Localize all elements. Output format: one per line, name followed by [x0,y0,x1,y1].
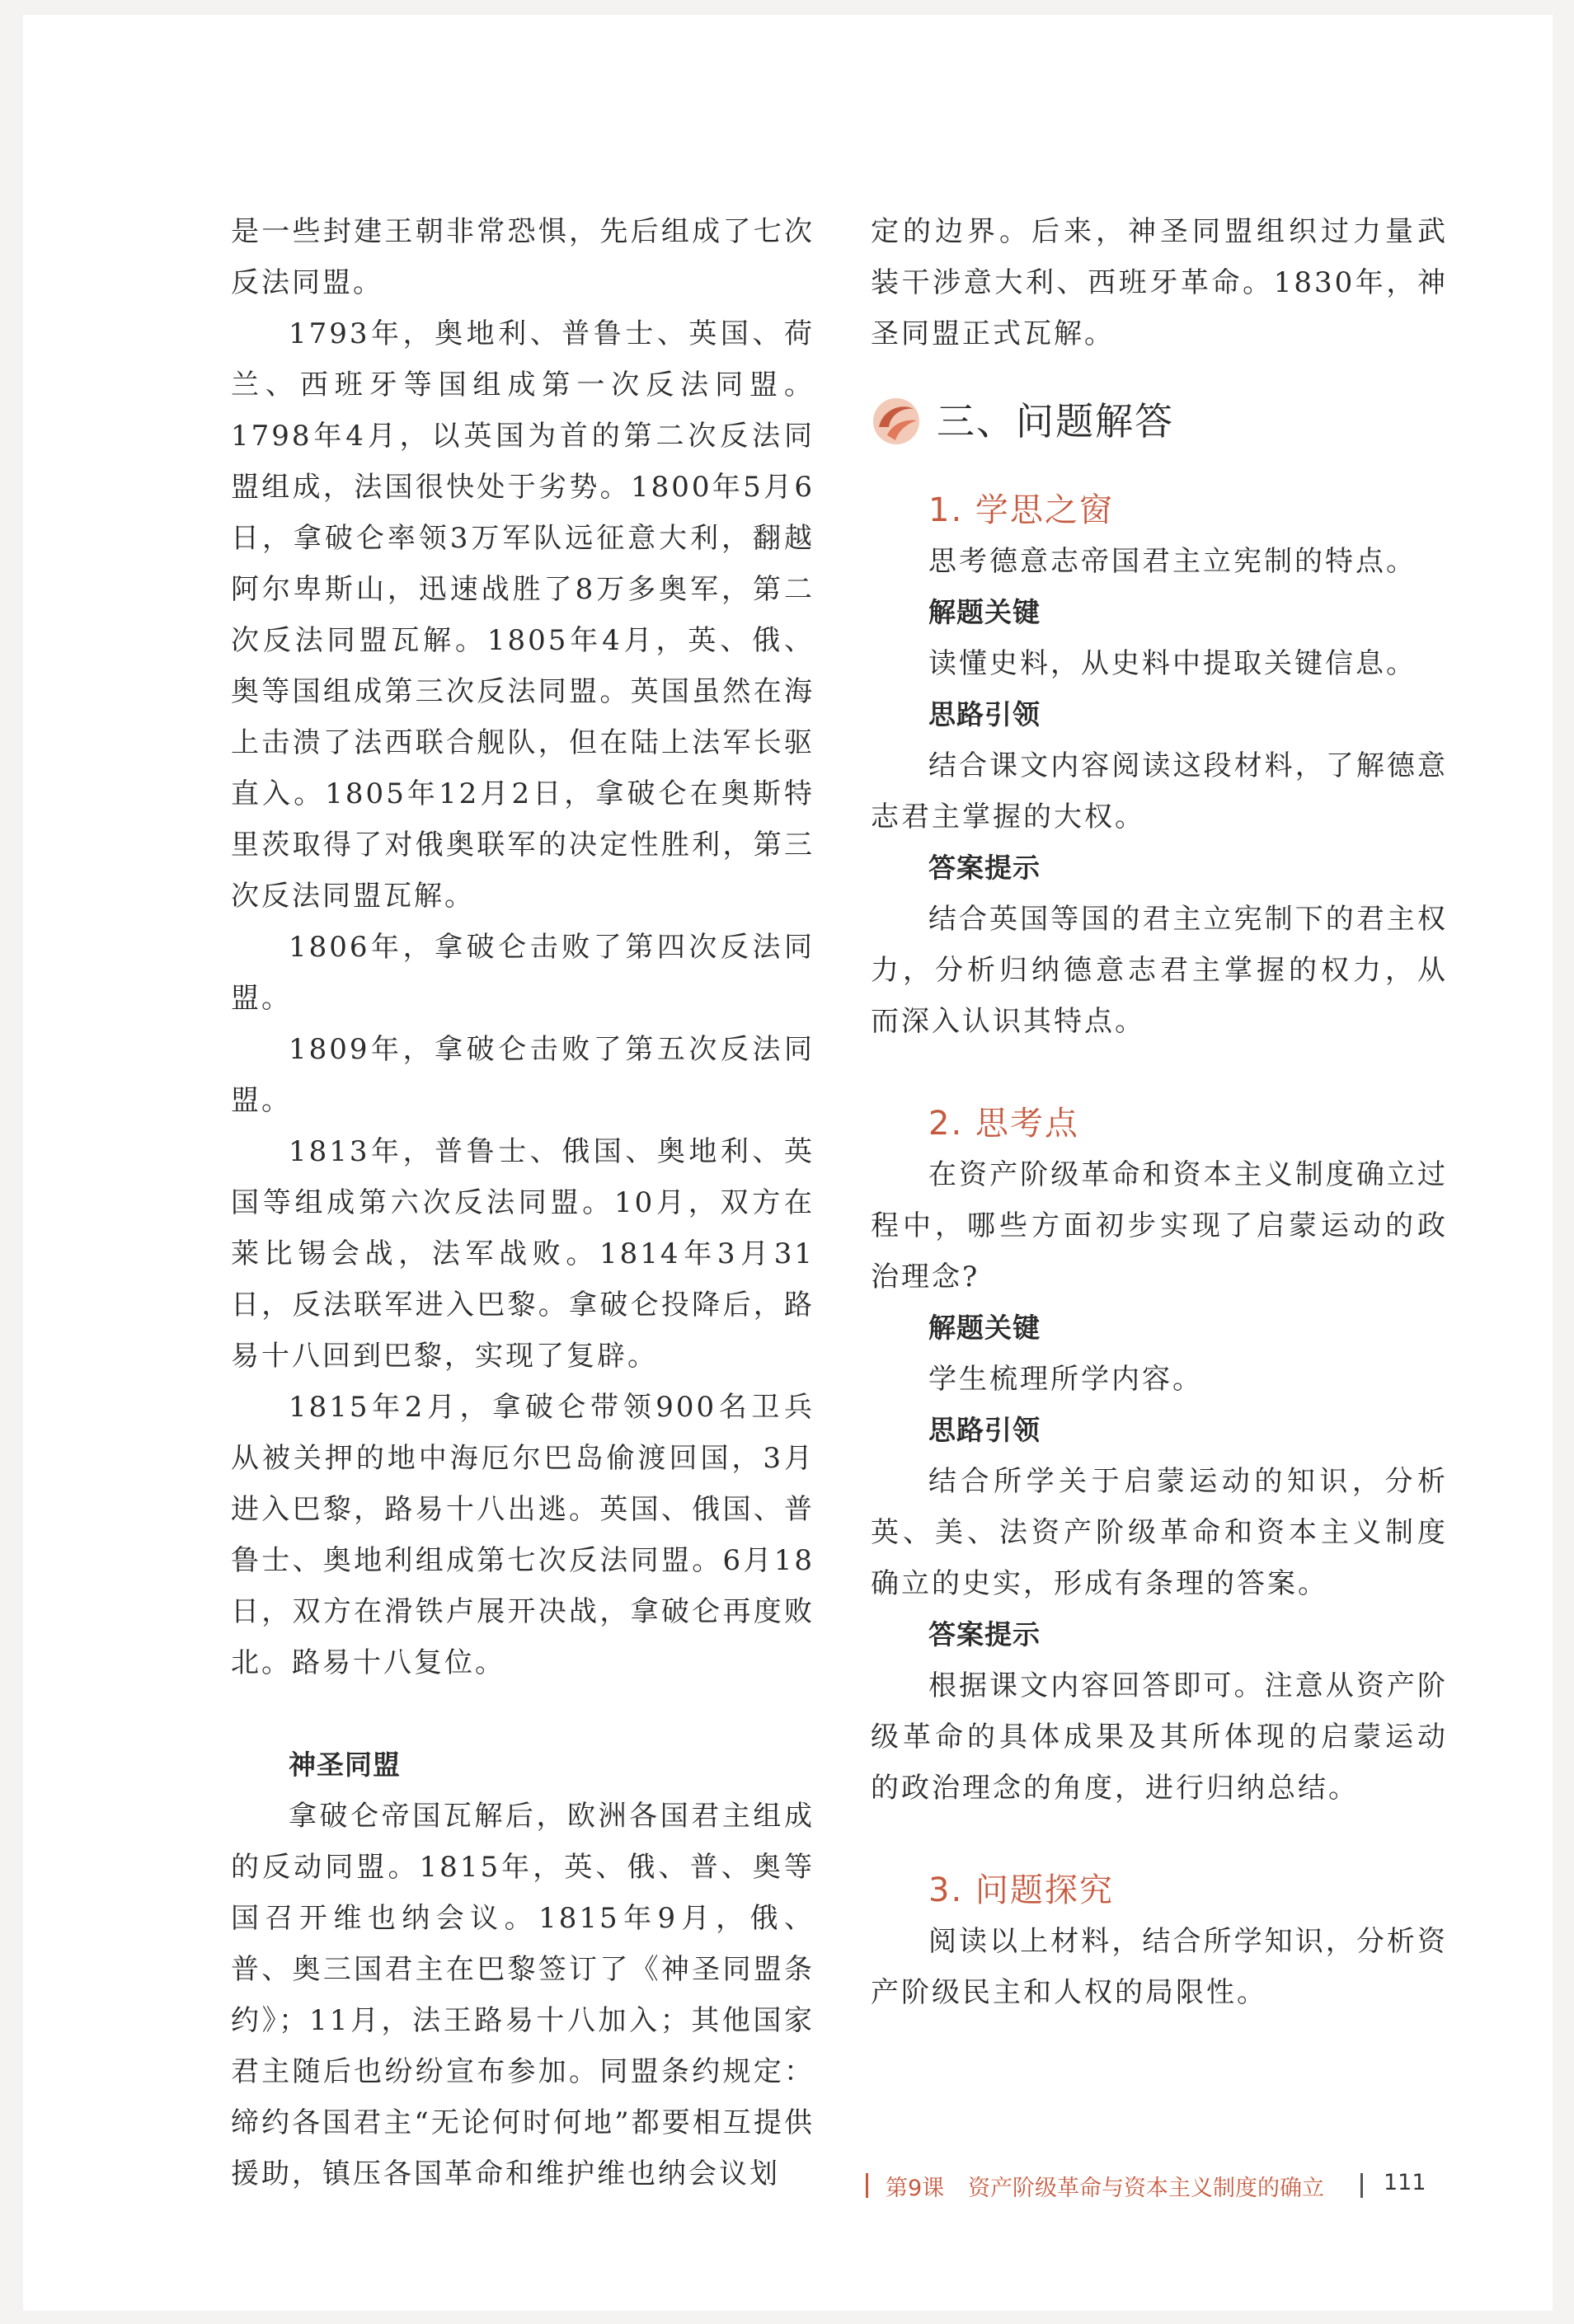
holy-alliance-heading: 神圣同盟 [289,1749,401,1781]
footer-lesson: 第9课 [886,2176,945,2201]
q1-guide-text: 结合课文内容阅读这段材料，了解德意志君主掌握的大权。 [871,749,1448,833]
paragraph: 是一些封建王朝非常恐惧，先后组成了七次反法同盟。 [231,215,815,299]
q1-title: 1. 学思之窗 [928,491,1114,529]
footer-lesson-title: 资产阶级革命与资本主义制度的确立 [968,2176,1324,2201]
footer-divider [866,2173,868,2198]
q1-answer-text: 结合英国等国的君主立宪制下的君主权力，分析归纳德意志君主掌握的权力，从而深入认识其特点。 [871,903,1448,1038]
q2-key-text: 学生梳理所学内容。 [928,1363,1203,1396]
q2-title: 2. 思考点 [928,1105,1079,1143]
spacer [231,1688,815,1739]
q1-question: 思考德意志帝国君主立宪制的特点。 [928,545,1417,578]
swirl-section-icon [871,396,922,447]
q2-guide-heading: 思路引领 [928,1414,1041,1446]
spacer [871,1047,1448,1098]
page-footer [856,2167,1499,2208]
q2-question: 在资产阶级革命和资本主义制度确立过程中，哪些方面初步实现了启蒙运动的政治理念? [871,1158,1448,1293]
q3-question: 阅读以上材料，结合所学知识，分析资产阶级民主和人权的局限性。 [871,1925,1448,2009]
page-number: 111 [1384,2170,1426,2195]
paragraph: 定的边界。后来，神圣同盟组织过力量武装干涉意大利、西班牙革命。1830年，神圣同盟正式瓦解。 [871,215,1448,350]
q1-guide-heading: 思路引领 [928,698,1041,730]
q3-title: 3. 问题探究 [928,1871,1114,1909]
paragraph: 1815年2月，拿破仑带领900名卫兵从被关押的地中海厄尔巴岛偷渡回国，3月进入巴黎，路易十八出逃。英国、俄国、普鲁士、奥地利组成第七次反法同盟。6月18日，双方在滑铁卢展开决战，拿破仑再度败北。路易十八复位。 [231,1391,815,1679]
paragraph: 拿破仑帝国瓦解后，欧洲各国君主组成的反动同盟。1815年，英、俄、普、奥等国召开维也纳会议。1815年9月，俄、普、奥三国君主在巴黎签订了《神圣同盟条约》；11月，法王路易十八加入；其他国家君主随后也纷纷宣布参加。同盟条约规定：缔约各国君主“无论何时何地”都要相互提供援助，镇压各国革命和维护维也纳会议划 [231,1800,815,2190]
left-column [231,206,815,2200]
section-title: 三、问题解答 [937,399,1174,444]
q2-answer-text: 根据课文内容回答即可。注意从资产阶级革命的具体成果及其所体现的启蒙运动的政治理念的角度，进行归纳总结。 [871,1669,1448,1805]
q2-answer-heading: 答案提示 [928,1618,1041,1650]
right-column [871,206,1448,2018]
footer-divider [1360,2173,1363,2198]
q2-guide-text: 结合所学关于启蒙运动的知识，分析英、美、法资产阶级革命和资本主义制度确立的史实，形成有条理的答案。 [871,1465,1448,1600]
paragraph: 1809年，拿破仑击败了第五次反法同盟。 [231,1033,815,1117]
paragraph: 1793年，奥地利、普鲁士、英国、荷兰、西班牙等国组成第一次反法同盟。1798年4月，以英国为首的第二次反法同盟组成，法国很快处于劣势。1800年5月6日，拿破仑率领3万军队远征意大利，翻越阿尔卑斯山，迅速战胜了8万多奥军，第二次反法同盟瓦解。1805年4月，英、俄、奥等国组成第三次反法同盟。英国虽然在海上击溃了法西联合舰队，但在陆上法军长驱直入。1805年12月2日，拿破仑在奥斯特里茨取得了对俄奥联军的决定性胜利，第三次反法同盟瓦解。 [231,317,815,913]
paragraph: 1806年，拿破仑击败了第四次反法同盟。 [231,931,815,1015]
section-heading [871,387,1448,455]
q1-key-heading: 解题关键 [928,596,1041,628]
q1-key-text: 读懂史料，从史料中提取关键信息。 [928,647,1417,680]
textbook-page [23,15,1553,2311]
q2-key-heading: 解题关键 [928,1312,1041,1344]
paragraph: 1813年，普鲁士、俄国、奥地利、英国等组成第六次反法同盟。10月，双方在莱比锡会战，法军战败。1814年3月31日，反法联军进入巴黎。拿破仑投降后，路易十八回到巴黎，实现了复辟。 [231,1135,815,1373]
q1-answer-heading: 答案提示 [928,852,1041,884]
spacer [871,1814,1448,1865]
